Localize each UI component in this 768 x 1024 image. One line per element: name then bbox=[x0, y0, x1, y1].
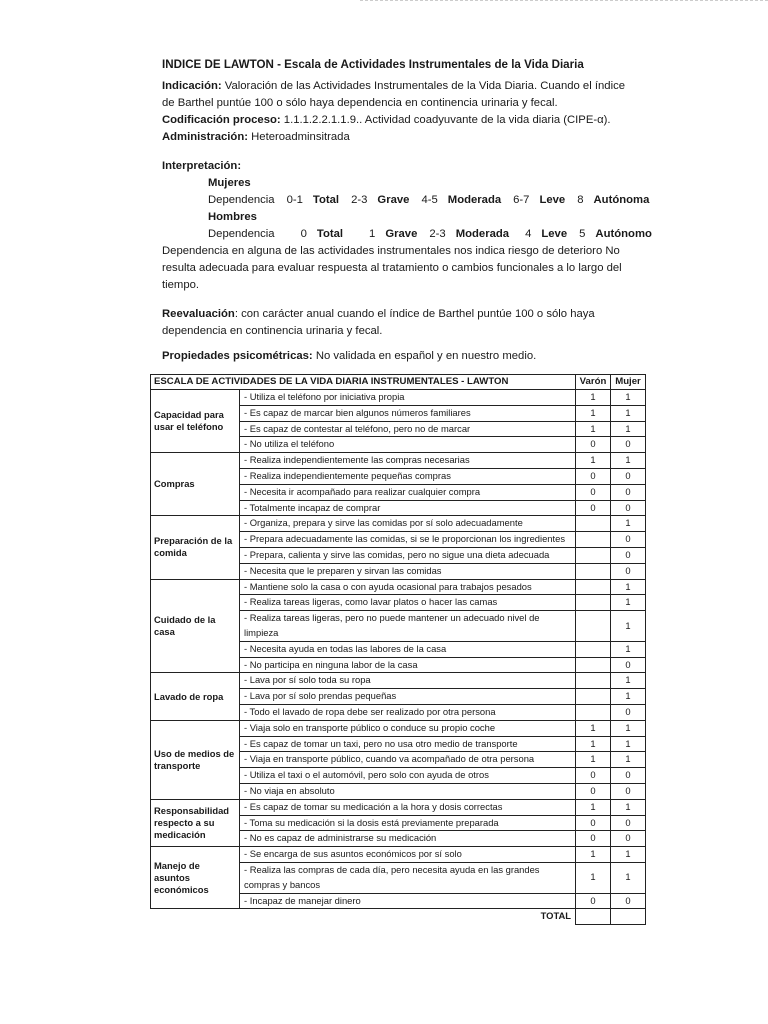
interpretacion-heading: Interpretación: bbox=[162, 160, 242, 172]
mujer-score-cell: 1 bbox=[611, 595, 646, 611]
item-description: - Realiza las compras de cada día, pero necesita ayuda en las grandes compras y bancos bbox=[240, 862, 576, 893]
item-description: - Prepara adecuadamente las comidas, si se le proporcionan los ingredientes bbox=[240, 532, 576, 548]
mujer-score-cell: 0 bbox=[611, 500, 646, 516]
varon-score-cell bbox=[576, 579, 611, 595]
category-cell: Cuidado de la casa bbox=[151, 579, 240, 673]
mujer-score-cell: 1 bbox=[611, 641, 646, 657]
category-cell: Preparación de la comida bbox=[151, 516, 240, 579]
mujer-score-cell: 1 bbox=[611, 453, 646, 469]
table-row bbox=[151, 390, 646, 406]
varon-score-cell bbox=[576, 673, 611, 689]
varon-score-cell bbox=[576, 611, 611, 642]
varon-score-cell: 0 bbox=[576, 783, 611, 799]
item-description: - Viaja en transporte público, cuando va acompañado de otra persona bbox=[240, 752, 576, 768]
varon-score-cell: 1 bbox=[576, 752, 611, 768]
item-description: - Mantiene solo la casa o con ayuda ocasional para trabajos pesados bbox=[240, 579, 576, 595]
document-title: INDICE DE LAWTON - Escala de Actividades Instrumentales de la Vida Diaria bbox=[162, 58, 584, 71]
item-description: - Realiza independientemente las compras necesarias bbox=[240, 453, 576, 469]
document-header bbox=[162, 56, 652, 365]
item-description: - Necesita ir acompañado para realizar cualquier compra bbox=[240, 484, 576, 500]
mujer-score-cell: 0 bbox=[611, 657, 646, 673]
total-label: TOTAL bbox=[540, 910, 571, 922]
varon-score-cell: 0 bbox=[576, 768, 611, 784]
varon-score-cell: 0 bbox=[576, 815, 611, 831]
mujer-score-cell: 1 bbox=[611, 405, 646, 421]
page-top-rule bbox=[360, 0, 768, 1]
mujer-score-cell: 1 bbox=[611, 516, 646, 532]
mujer-score-cell: 0 bbox=[611, 704, 646, 720]
mujer-score-cell: 1 bbox=[611, 799, 646, 815]
varon-score-cell: 1 bbox=[576, 453, 611, 469]
table-row bbox=[151, 799, 646, 815]
varon-score-cell: 1 bbox=[576, 405, 611, 421]
mujer-score-cell: 0 bbox=[611, 783, 646, 799]
table-row bbox=[151, 673, 646, 689]
varon-score-cell: 1 bbox=[576, 847, 611, 863]
interpretacion-note: Dependencia en alguna de las actividades instrumentales nos indica riesgo de deterioro No resulta adecuada para evaluar respuesta al tratamiento o cambios funcionales a lo largo del tiempo. bbox=[162, 245, 622, 291]
mujer-score-cell: 1 bbox=[611, 862, 646, 893]
item-description: - Es capaz de marcar bien algunos números familiares bbox=[240, 405, 576, 421]
varon-score-cell: 1 bbox=[576, 390, 611, 406]
table-body bbox=[151, 390, 646, 909]
mujer-score-cell: 0 bbox=[611, 484, 646, 500]
varon-score-cell: 0 bbox=[576, 500, 611, 516]
mujer-score-cell: 1 bbox=[611, 689, 646, 705]
propiedades-paragraph: Propiedades psicométricas: No validada en español y en nuestro medio. bbox=[162, 350, 537, 362]
item-description: - Incapaz de manejar dinero bbox=[240, 893, 576, 909]
item-description: - Realiza independientemente pequeñas compras bbox=[240, 468, 576, 484]
varon-score-cell: 1 bbox=[576, 736, 611, 752]
varon-score-cell bbox=[576, 532, 611, 548]
varon-score-cell: 1 bbox=[576, 862, 611, 893]
table-row bbox=[151, 516, 646, 532]
varon-score-cell bbox=[576, 516, 611, 532]
category-cell: Manejo de asuntos económicos bbox=[151, 847, 240, 909]
mujer-score-cell: 0 bbox=[611, 547, 646, 563]
column-header-varon: Varón bbox=[576, 375, 611, 390]
mujer-score-cell: 0 bbox=[611, 437, 646, 453]
varon-score-cell bbox=[576, 689, 611, 705]
mujer-score-cell: 0 bbox=[611, 468, 646, 484]
mujer-score-cell: 1 bbox=[611, 579, 646, 595]
total-varon-cell bbox=[576, 909, 611, 924]
mujer-score-cell: 1 bbox=[611, 390, 646, 406]
table-row bbox=[151, 720, 646, 736]
total-row bbox=[151, 909, 646, 924]
mujer-score-cell: 0 bbox=[611, 815, 646, 831]
varon-score-cell: 0 bbox=[576, 468, 611, 484]
mujer-score-cell: 1 bbox=[611, 673, 646, 689]
mujeres-label: Mujeres bbox=[208, 177, 251, 189]
varon-score-cell: 0 bbox=[576, 437, 611, 453]
category-cell: Lavado de ropa bbox=[151, 673, 240, 720]
mujer-score-cell: 1 bbox=[611, 611, 646, 642]
item-description: - Realiza tareas ligeras, como lavar platos o hacer las camas bbox=[240, 595, 576, 611]
category-cell: Responsabilidad respecto a su medicación bbox=[151, 799, 240, 846]
item-description: - No participa en ninguna labor de la casa bbox=[240, 657, 576, 673]
item-description: - No es capaz de administrarse su medicación bbox=[240, 831, 576, 847]
varon-score-cell bbox=[576, 563, 611, 579]
category-cell: Compras bbox=[151, 453, 240, 516]
varon-score-cell: 1 bbox=[576, 421, 611, 437]
item-description: - No viaja en absoluto bbox=[240, 783, 576, 799]
mujer-score-cell: 0 bbox=[611, 893, 646, 909]
item-description: - No utiliza el teléfono bbox=[240, 437, 576, 453]
varon-score-cell: 0 bbox=[576, 831, 611, 847]
mujer-score-cell: 0 bbox=[611, 831, 646, 847]
table-title: ESCALA DE ACTIVIDADES DE LA VIDA DIARIA INSTRUMENTALES - LAWTON bbox=[151, 375, 576, 390]
varon-score-cell: 0 bbox=[576, 893, 611, 909]
item-description: - Utiliza el teléfono por iniciativa propia bbox=[240, 390, 576, 406]
item-description: - Toma su medicación si la dosis está previamente preparada bbox=[240, 815, 576, 831]
table-row bbox=[151, 453, 646, 469]
varon-score-cell bbox=[576, 595, 611, 611]
item-description: - Necesita que le preparen y sirvan las comidas bbox=[240, 563, 576, 579]
varon-score-cell bbox=[576, 547, 611, 563]
item-description: - Prepara, calienta y sirve las comidas, pero no sigue una dieta adecuada bbox=[240, 547, 576, 563]
item-description: - Es capaz de tomar un taxi, pero no usa otro medio de transporte bbox=[240, 736, 576, 752]
item-description: - Totalmente incapaz de comprar bbox=[240, 500, 576, 516]
administracion-paragraph: Administración: Heteroadminsitrada bbox=[162, 131, 350, 143]
lawton-scale-table bbox=[150, 374, 646, 925]
table-row bbox=[151, 579, 646, 595]
hombres-label: Hombres bbox=[208, 211, 257, 223]
codificacion-paragraph: Codificación proceso: 1.1.1.2.2.1.1.9.. Actividad coadyuvante de la vida diaria (CIPE-α). bbox=[162, 114, 611, 126]
item-description: - Lava por sí solo prendas pequeñas bbox=[240, 689, 576, 705]
mujer-score-cell: 1 bbox=[611, 736, 646, 752]
item-description: - Es capaz de tomar su medicación a la hora y dosis correctas bbox=[240, 799, 576, 815]
mujer-score-cell: 0 bbox=[611, 563, 646, 579]
varon-score-cell bbox=[576, 641, 611, 657]
item-description: - Necesita ayuda en todas las labores de la casa bbox=[240, 641, 576, 657]
mujer-score-cell: 0 bbox=[611, 768, 646, 784]
varon-score-cell bbox=[576, 657, 611, 673]
hombres-scale: Dependencia 0 Total 1 Grave 2-3 Moderada 4 Leve 5 Autónomo bbox=[208, 228, 652, 240]
item-description: - Utiliza el taxi o el automóvil, pero solo con ayuda de otros bbox=[240, 768, 576, 784]
category-cell: Capacidad para usar el teléfono bbox=[151, 390, 240, 453]
mujer-score-cell: 1 bbox=[611, 847, 646, 863]
table-row bbox=[151, 847, 646, 863]
item-description: - Es capaz de contestar al teléfono, pero no de marcar bbox=[240, 421, 576, 437]
item-description: - Realiza tareas ligeras, pero no puede mantener un adecuado nivel de limpieza bbox=[240, 611, 576, 642]
varon-score-cell bbox=[576, 704, 611, 720]
mujer-score-cell: 1 bbox=[611, 752, 646, 768]
indicacion-paragraph: Indicación: Valoración de las Actividades Instrumentales de la Vida Diaria. Cuando el índice de Barthel puntúe 100 o sólo haya dependencia en continencia urinaria y fecal. bbox=[162, 80, 626, 109]
varon-score-cell: 1 bbox=[576, 720, 611, 736]
table-header-row bbox=[151, 375, 646, 390]
mujer-score-cell: 1 bbox=[611, 421, 646, 437]
mujer-score-cell: 0 bbox=[611, 532, 646, 548]
item-description: - Todo el lavado de ropa debe ser realizado por otra persona bbox=[240, 704, 576, 720]
varon-score-cell: 1 bbox=[576, 799, 611, 815]
column-header-mujer: Mujer bbox=[611, 375, 646, 390]
mujer-score-cell: 1 bbox=[611, 720, 646, 736]
item-description: - Viaja solo en transporte público o conduce su propio coche bbox=[240, 720, 576, 736]
total-mujer-cell bbox=[611, 909, 646, 924]
item-description: - Organiza, prepara y sirve las comidas por sí solo adecuadamente bbox=[240, 516, 576, 532]
mujeres-scale: Dependencia 0-1 Total 2-3 Grave 4-5 Moderada 6-7 Leve 8 Autónoma bbox=[208, 194, 650, 206]
item-description: - Lava por sí solo toda su ropa bbox=[240, 673, 576, 689]
varon-score-cell: 0 bbox=[576, 484, 611, 500]
reevaluacion-paragraph: Reevaluación: con carácter anual cuando el índice de Barthel puntúe 100 o sólo haya dependencia en continencia urinaria y fecal. bbox=[162, 308, 595, 337]
item-description: - Se encarga de sus asuntos económicos por sí solo bbox=[240, 847, 576, 863]
category-cell: Uso de medios de transporte bbox=[151, 720, 240, 799]
